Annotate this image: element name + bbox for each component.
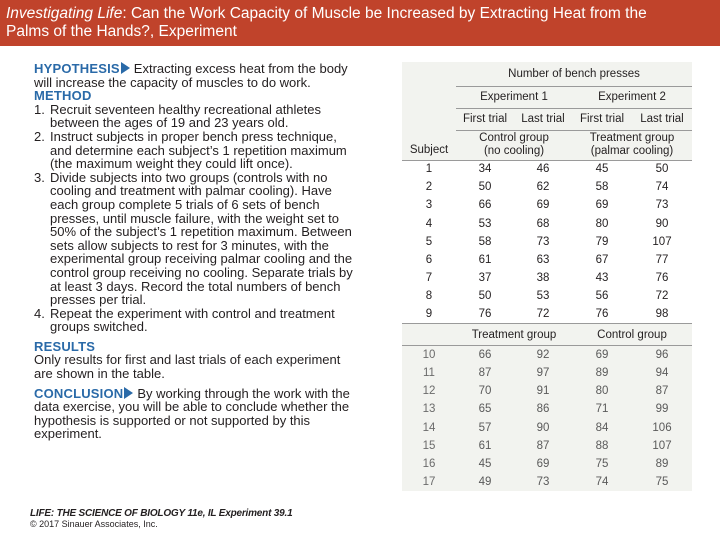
- conclusion-line-4: experiment.: [34, 426, 102, 442]
- value-cell: 45: [456, 455, 514, 473]
- value-cell: 76: [655, 272, 669, 285]
- value-cell: 49: [456, 473, 514, 491]
- footer-book-title: LIFE: THE SCIENCE OF BIOLOGY 11e, IL Experiment 39.1: [30, 508, 293, 519]
- step-text-line: cooling and treatment with palmar cooling). Have: [50, 183, 332, 199]
- value-cell: 63: [536, 254, 550, 267]
- value-cell: 76: [595, 308, 609, 321]
- footer-copyright: © 2017 Sinauer Associates, Inc.: [30, 519, 158, 529]
- table-row: [402, 455, 692, 473]
- value-cell: 99: [632, 400, 692, 418]
- table-row: [402, 251, 692, 269]
- title-line-2: Palms of the Hands?, Experiment: [6, 23, 237, 40]
- value-cell: 46: [536, 163, 550, 176]
- conclusion-line-1: By working through the work with the: [137, 385, 350, 401]
- value-cell: 74: [572, 473, 632, 491]
- results-section: [34, 340, 388, 381]
- table-row: [402, 160, 692, 178]
- step-text-line: presses per trial.: [50, 292, 147, 308]
- table-header-last-trial: Last trial: [632, 108, 692, 130]
- method-step: [34, 307, 388, 334]
- experiment-text: [34, 62, 388, 441]
- table-row: [402, 196, 692, 214]
- method-section: [34, 89, 388, 334]
- value-cell: 69: [514, 455, 572, 473]
- value-cell: 88: [572, 437, 632, 455]
- value-cell: 79: [595, 235, 609, 248]
- table-row: [402, 306, 692, 324]
- value-cell: 62: [536, 181, 550, 194]
- arrow-right-icon: [124, 387, 133, 399]
- hypothesis-section: [34, 62, 388, 89]
- value-cell: 69: [572, 346, 632, 364]
- value-cell: 106: [632, 418, 692, 436]
- step-text-line: 50% of the subject’s 1 repetition maximum. Between: [50, 224, 352, 240]
- value-cell: 58: [595, 181, 609, 194]
- table-header-subject: Subject: [402, 130, 456, 160]
- table-row: [402, 233, 692, 251]
- hypothesis-line-2: will increase the capacity of muscles to do work.: [34, 74, 311, 90]
- conclusion-line-2: data exercise, you will be able to conclude whether the: [34, 399, 350, 415]
- value-cell: 73: [514, 473, 572, 491]
- subject-cell: 15: [402, 437, 456, 455]
- value-cell: 72: [655, 290, 669, 303]
- value-cell: 107: [652, 235, 672, 248]
- value-cell: 98: [655, 308, 669, 321]
- subject-cell: 16: [402, 455, 456, 473]
- table-row: [402, 215, 692, 233]
- footer-credit: [30, 508, 292, 530]
- method-step: [34, 103, 388, 130]
- value-cell: 43: [595, 272, 609, 285]
- value-cell: 87: [456, 364, 514, 382]
- table-row: [402, 382, 692, 400]
- subject-cell: 7: [425, 272, 433, 285]
- value-cell: 80: [572, 382, 632, 400]
- subject-cell: 5: [425, 235, 433, 248]
- value-cell: 90: [655, 217, 669, 230]
- title-italic: Investigating Life: [6, 5, 123, 22]
- table-header-bench-presses: Number of bench presses: [456, 62, 692, 86]
- value-cell: 67: [595, 254, 609, 267]
- step-text-line: at least 3 days. Record the total numbers of bench: [50, 278, 341, 294]
- step-number: 2.: [34, 128, 45, 144]
- value-cell: 90: [514, 418, 572, 436]
- value-cell: 58: [478, 235, 492, 248]
- value-cell: 69: [595, 199, 609, 212]
- value-cell: 70: [456, 382, 514, 400]
- table-row: [402, 473, 692, 491]
- value-cell: 73: [655, 199, 669, 212]
- subject-cell: 6: [425, 254, 433, 267]
- method-steps: [34, 103, 388, 334]
- value-cell: 94: [632, 364, 692, 382]
- subject-cell: 1: [425, 163, 433, 176]
- value-cell: 72: [536, 308, 550, 321]
- step-text-line: between the ages of 19 and 23 years old.: [50, 115, 289, 131]
- subject-cell: 12: [402, 382, 456, 400]
- value-cell: 89: [572, 364, 632, 382]
- subject-cell: 8: [425, 290, 433, 303]
- subject-cell: 13: [402, 400, 456, 418]
- hypothesis-line-1: Extracting excess heat from the body: [133, 61, 348, 76]
- step-text-line: each group complete 5 trials of 6 sets of bench: [50, 196, 320, 212]
- method-step: [34, 130, 388, 171]
- subject-cell: 17: [402, 473, 456, 491]
- conclusion-line-3: hypothesis is supported or not supported by this: [34, 412, 311, 428]
- value-cell: 69: [536, 199, 550, 212]
- value-cell: 97: [514, 364, 572, 382]
- hypothesis-heading: HYPOTHESIS: [34, 61, 120, 76]
- results-table-container: [402, 62, 692, 500]
- method-heading: METHOD: [34, 88, 92, 104]
- conclusion-section: [34, 387, 388, 441]
- title-line-1: [6, 5, 720, 23]
- value-cell: 61: [478, 254, 492, 267]
- value-cell: 50: [655, 163, 669, 176]
- value-cell: 89: [632, 455, 692, 473]
- step-text-line: Repeat the experiment with control and treatment: [50, 305, 335, 321]
- value-cell: 57: [456, 418, 514, 436]
- value-cell: 45: [595, 163, 609, 176]
- table-header-treatment-group: Treatment group (palmar cooling): [572, 130, 692, 160]
- table-header-control-group: Control group (no cooling): [456, 130, 572, 160]
- table-row: [402, 400, 692, 418]
- table-row: [402, 437, 692, 455]
- value-cell: 56: [595, 290, 609, 303]
- value-cell: 50: [478, 181, 492, 194]
- results-table: [402, 62, 692, 491]
- value-cell: 77: [655, 254, 669, 267]
- step-text-line: Recruit seventeen healthy recreational athletes: [50, 101, 321, 117]
- step-number: 3.: [34, 169, 45, 185]
- value-cell: 75: [632, 473, 692, 491]
- value-cell: 87: [514, 437, 572, 455]
- step-text-line: presses, until muscle failure, with the weight set to: [50, 210, 340, 226]
- table-row: [402, 364, 692, 382]
- step-text-line: Divide subjects into two groups (controls with no: [50, 169, 328, 185]
- value-cell: 75: [572, 455, 632, 473]
- swap-control-label: Control group: [572, 324, 692, 346]
- step-number: 4.: [34, 305, 45, 321]
- value-cell: 73: [536, 235, 550, 248]
- value-cell: 65: [456, 400, 514, 418]
- results-line-2: are shown in the table.: [34, 366, 165, 382]
- table-header-first-trial: First trial: [456, 108, 514, 130]
- value-cell: 66: [456, 346, 514, 364]
- value-cell: 92: [514, 346, 572, 364]
- conclusion-heading: CONCLUSION: [34, 385, 124, 401]
- subject-cell: 10: [402, 346, 456, 364]
- results-heading: RESULTS: [34, 338, 96, 354]
- step-text-line: Instruct subjects in proper bench press technique,: [50, 128, 337, 144]
- value-cell: 86: [514, 400, 572, 418]
- step-text-line: groups switched.: [50, 319, 148, 335]
- table-row: [402, 269, 692, 287]
- table-row: [402, 287, 692, 305]
- step-text-line: experimental group receiving palmar cooling and the: [50, 251, 353, 267]
- table-row: [402, 178, 692, 196]
- step-text-line: control group receiving no cooling. Separate trials by: [50, 264, 353, 280]
- table-header-first-trial: First trial: [572, 108, 632, 130]
- value-cell: 38: [536, 272, 550, 285]
- step-text-line: (the maximum weight they could lift once).: [50, 156, 293, 172]
- table-header-experiment-2: Experiment 2: [572, 86, 692, 108]
- value-cell: 107: [632, 437, 692, 455]
- table-row: [402, 418, 692, 436]
- value-cell: 66: [478, 199, 492, 212]
- table-header-experiment-1: Experiment 1: [456, 86, 572, 108]
- value-cell: 87: [632, 382, 692, 400]
- subject-cell: 14: [402, 418, 456, 436]
- value-cell: 68: [536, 217, 550, 230]
- title-rest: : Can the Work Capacity of Muscle be Increased by Extracting Heat from the: [122, 5, 647, 22]
- value-cell: 80: [595, 217, 609, 230]
- step-text-line: and determine each subject’s 1 repetition maximum: [50, 142, 347, 158]
- swap-treatment-label: Treatment group: [456, 324, 572, 346]
- group-swap-row: [402, 324, 692, 346]
- arrow-right-icon: [121, 62, 130, 74]
- value-cell: 50: [478, 290, 492, 303]
- slide-title: [0, 0, 720, 46]
- results-line-1: Only results for first and last trials of each experiment: [34, 352, 341, 368]
- value-cell: 74: [655, 181, 669, 194]
- value-cell: 71: [572, 400, 632, 418]
- value-cell: 53: [478, 217, 492, 230]
- value-cell: 76: [478, 308, 492, 321]
- subject-cell: 4: [425, 217, 433, 230]
- subject-cell: 11: [402, 364, 456, 382]
- value-cell: 91: [514, 382, 572, 400]
- value-cell: 37: [478, 272, 492, 285]
- subject-cell: 2: [425, 181, 433, 194]
- step-text-line: sets allow subjects to rest for 3 minutes, with the: [50, 237, 329, 253]
- value-cell: 96: [632, 346, 692, 364]
- table-row: [402, 346, 692, 364]
- method-step: [34, 171, 388, 307]
- value-cell: 53: [536, 290, 550, 303]
- value-cell: 84: [572, 418, 632, 436]
- subject-cell: 3: [425, 199, 433, 212]
- value-cell: 61: [456, 437, 514, 455]
- table-header-last-trial: Last trial: [514, 108, 572, 130]
- step-number: 1.: [34, 101, 45, 117]
- value-cell: 34: [478, 163, 492, 176]
- subject-cell: 9: [425, 308, 433, 321]
